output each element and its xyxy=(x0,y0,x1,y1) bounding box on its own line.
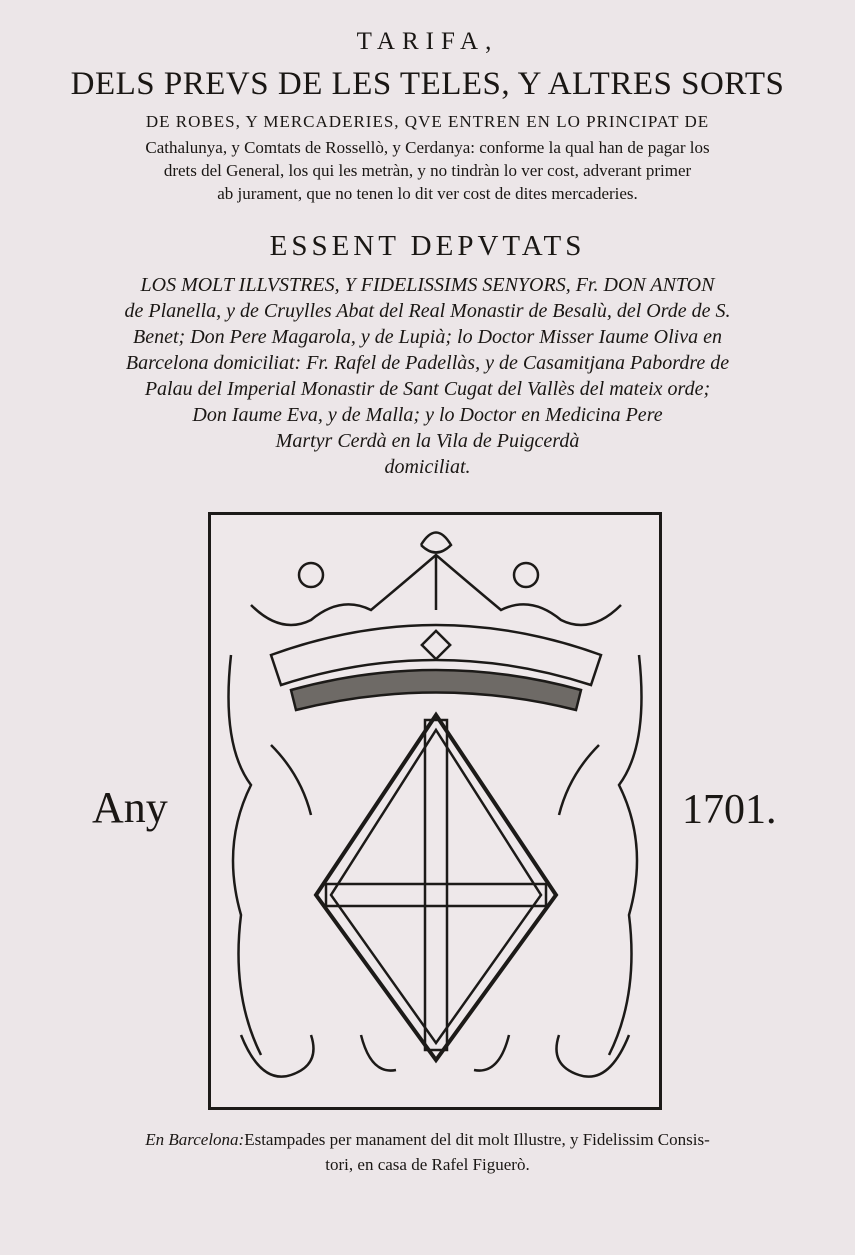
deputies-line-2: de Planella, y de Cruylles Abat del Real Monastir de Besalù, del Orde de S. xyxy=(124,300,731,322)
heading-line-4: ab jurament, que no tenen lo dit ver cost de dites mercaderies. xyxy=(217,184,638,203)
imprint-city: En Barcelona: xyxy=(145,1130,245,1149)
deputies-line-3: Benet; Don Pere Magarola, y de Lupià; lo Doctor Misser Iaume Oliva en xyxy=(133,326,722,348)
deputies-line-4: Barcelona domiciliat: Fr. Rafel de Padellàs, y de Casamitjana Pabordre de xyxy=(125,352,730,374)
deputies-heading: ESSENT DEPVTATS xyxy=(269,230,586,262)
year-value: 1701. xyxy=(682,787,777,833)
crowned-shield-icon xyxy=(211,515,659,1107)
heading-line-1: DE ROBES, Y MERCADERIES, QVE ENTREN EN LO PRINCIPAT DE xyxy=(145,112,710,131)
heading-line-2: Cathalunya, y Comtats de Rossellò, y Cerdanya: conforme la qual han de pagar los xyxy=(145,138,710,157)
imprint-line-2: tori, en casa de Rafel Figuerò. xyxy=(325,1155,530,1174)
imprint-line-1 xyxy=(0,1130,855,1150)
imprint-text-1: Estampades per manament del dit molt Illustre, y Fidelissim Consis- xyxy=(244,1130,710,1149)
title: TARIFA, xyxy=(356,28,499,55)
heading-line-3: drets del General, los qui les metràn, y no tindràn lo ver cost, adverant primer xyxy=(163,161,692,180)
year-label: Any xyxy=(92,783,168,832)
deputies-line-6: Don Iaume Eva, y de Malla; y lo Doctor en Medicina Pere xyxy=(192,404,663,426)
deputies-line-5: Palau del Imperial Monastir de Sant Cugat del Vallès del mateix orde; xyxy=(144,378,711,400)
coat-of-arms-woodcut xyxy=(208,512,662,1110)
deputies-line-7: Martyr Cerdà en la Vila de Puigcerdà xyxy=(275,430,580,452)
subtitle: DELS PREVS DE LES TELES, Y ALTRES SORTS xyxy=(70,66,785,102)
deputies-line-8: domiciliat. xyxy=(384,456,471,478)
deputies-line-1: LOS MOLT ILLVSTRES, Y FIDELISSIMS SENYORS, Fr. DON ANTON xyxy=(140,274,715,296)
